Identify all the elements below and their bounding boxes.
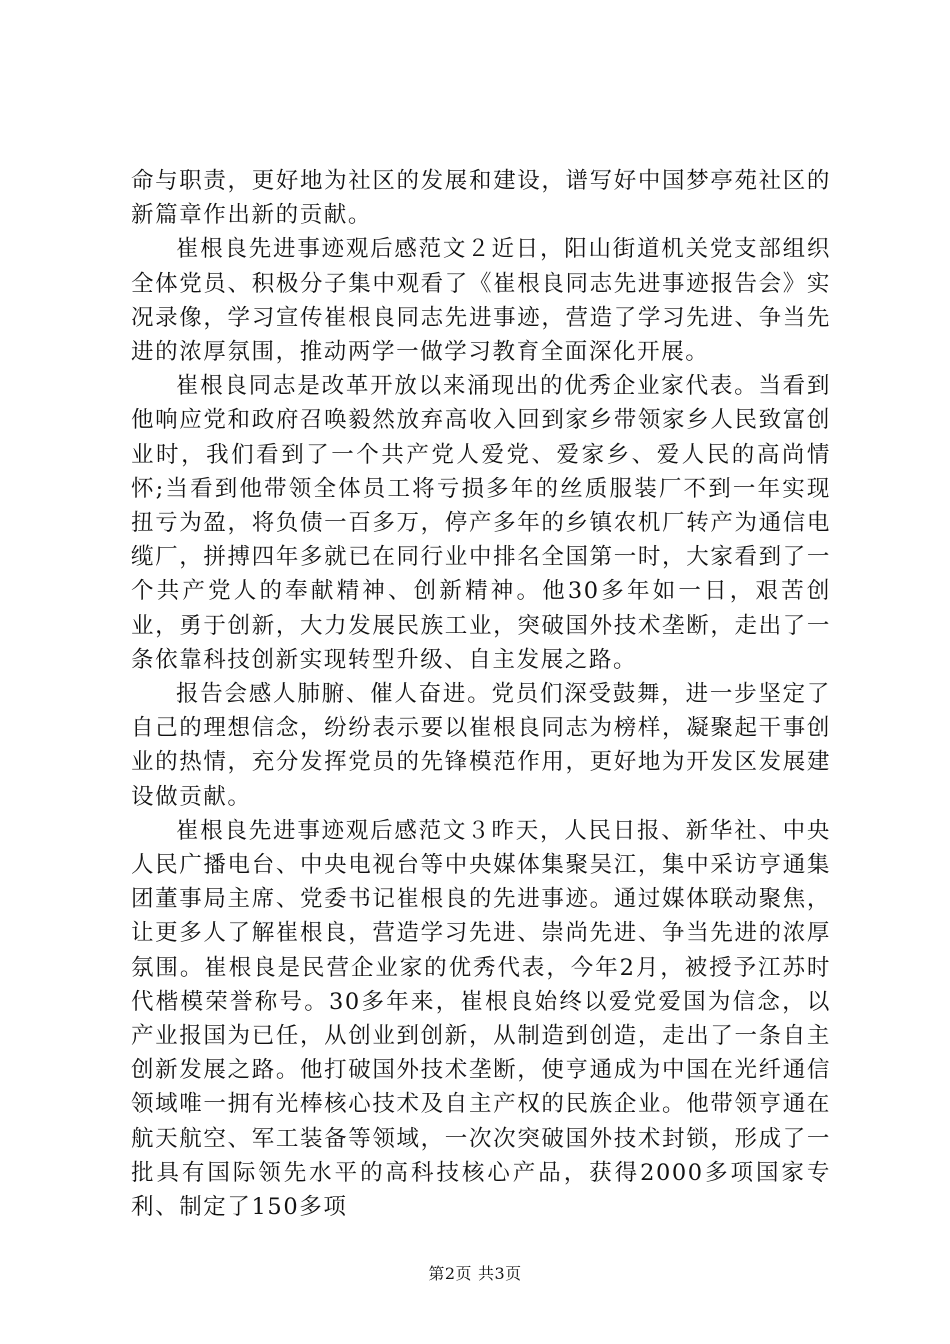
paragraph-4: 报告会感人肺腑、催人奋进。党员们深受鼓舞，进一步坚定了自己的理想信念，纷纷表示要以崔根良同志为榜样，凝聚起干事创业的热情，充分发挥党员的先锋模范作用，更好地为开发区发展建设做贡献。 [131, 681, 831, 810]
paragraph-5: 崔根良先进事迹观后感范文３昨天，人民日报、新华社、中央人民广播电台、中央电视台等中央媒体集聚吴江，集中采访亨通集团董事局主席、党委书记崔根良的先进事迹。通过媒体联动聚焦，让更多人了解崔根良，营造学习先进、崇尚先进、争当先进的浓厚氛围。崔根良是民营企业家的优秀代表，今年2月，被授予江苏时代楷模荣誉称号。30多年来，崔根良始终以爱党爱国为信念，以产业报国为已任，从创业到创新，从制造到创造，走出了一条自主创新发展之路。他打破国外技术垄断，使亨通成为中国在光纤通信领域唯一拥有光棒核心技术及自主产权的民族企业。他带领亨通在航天航空、军工装备等领域，一次次突破国外技术封锁，形成了一批具有国际领先水平的高科技核心产品，获得2000多项国家专利、制定了150多项 [131, 817, 831, 1221]
page-number-total: 共3页 [478, 1264, 522, 1283]
paragraph-3: 崔根良同志是改革开放以来涌现出的优秀企业家代表。当看到他响应党和政府召唤毅然放弃高收入回到家乡带领家乡人民致富创业时，我们看到了一个共产党人爱党、爱家乡、爱人民的高尚情怀;当看到他带领全体员工将亏损多年的丝质服装厂不到一年实现扭亏为盈，将负债一百多万，停产多年的乡镇农机厂转产为通信电缆厂，拼搏四年多就已在同行业中排名全国第一时，大家看到了一个共产党人的奉献精神、创新精神。他30多年如一日，艰苦创业，勇于创新，大力发展民族工业，突破国外技术垄断，走出了一条依靠科技创新实现转型升级、自主发展之路。 [131, 373, 831, 673]
paragraph-1: 命与职责，更好地为社区的发展和建设，谱写好中国梦亭苑社区的新篇章作出新的贡献。 [131, 168, 831, 229]
page-number-current: 第2页 [428, 1264, 472, 1283]
document-body [131, 164, 831, 1224]
page-footer [0, 1263, 950, 1285]
paragraph-2: 崔根良先进事迹观后感范文２近日，阳山街道机关党支部组织全体党员、积极分子集中观看了《崔根良同志先进事迹报告会》实况录像，学习宣传崔根良同志先进事迹，营造了学习先进、争当先进的浓厚氛围，推动两学一做学习教育全面深化开展。 [131, 236, 831, 366]
